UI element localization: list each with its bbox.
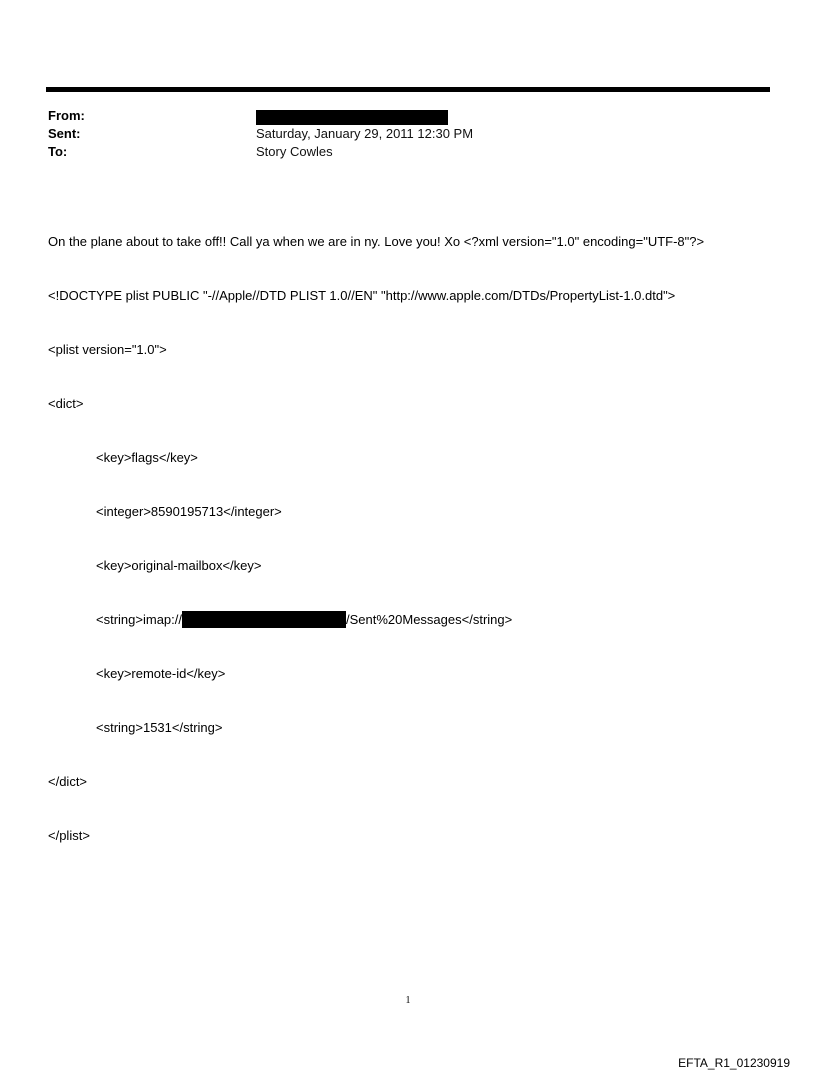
body-line: On the plane about to take off!! Call ya when we are in ny. Love you! Xo <?xml version="1.0" encoding="UTF-8"?> [48, 234, 705, 249]
page-number: 1 [405, 995, 411, 1006]
redaction-box [256, 110, 448, 125]
bates-number: EFTA_R1_01230919 [678, 1056, 790, 1070]
redaction-box [182, 611, 346, 628]
sent-row [48, 125, 748, 143]
body-text: <string>imap:// [96, 612, 182, 627]
body-line: <key>flags</key> [96, 450, 198, 465]
body-line: <plist version="1.0"> [48, 342, 167, 357]
body-text: /Sent%20Messages</string> [346, 612, 513, 627]
body-line: <integer>8590195713</integer> [96, 504, 282, 519]
email-header [48, 107, 748, 161]
body-line: <key>remote-id</key> [96, 666, 226, 681]
from-label: From: [48, 108, 85, 123]
sent-label: Sent: [48, 126, 81, 141]
email-body [48, 197, 788, 863]
sent-value: Saturday, January 29, 2011 12:30 PM [256, 126, 474, 141]
body-line: <!DOCTYPE plist PUBLIC "-//Apple//DTD PLIST 1.0//EN" "http://www.apple.com/DTDs/PropertyList-1.0.dtd"> [48, 288, 676, 303]
body-line: <dict> [48, 396, 84, 411]
body-line: </plist> [48, 828, 90, 843]
header-rule [46, 87, 770, 92]
body-line: <key>original-mailbox</key> [96, 558, 262, 573]
from-value [256, 107, 448, 125]
body-line: </dict> [48, 774, 88, 789]
to-label: To: [48, 144, 68, 159]
body-line: <string>1531</string> [96, 720, 223, 735]
to-value: Story Cowles [256, 144, 333, 159]
body-line-redacted [48, 611, 788, 629]
from-row [48, 107, 748, 125]
to-row [48, 143, 748, 161]
